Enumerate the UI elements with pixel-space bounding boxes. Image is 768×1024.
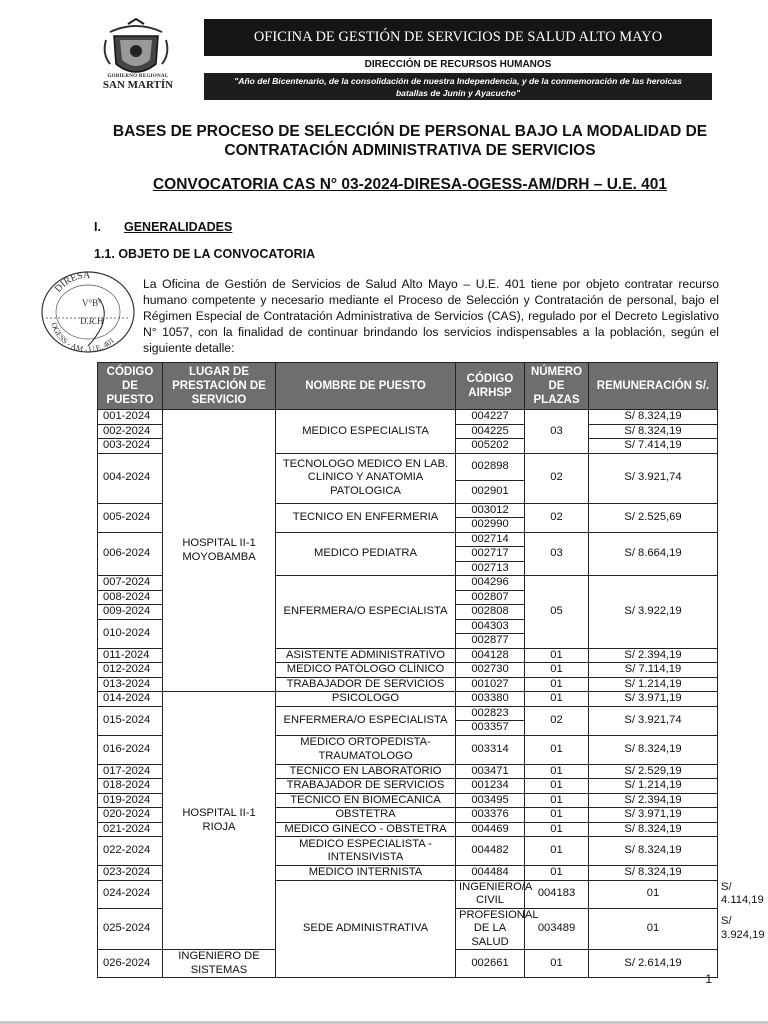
puesto-cell: MEDICO ESPECIALISTA - INTENSIVISTA (276, 837, 456, 866)
section-number: I. (94, 220, 101, 234)
airhsp-cell: 004469 (456, 822, 525, 837)
section-heading (94, 220, 232, 234)
airhsp-cell: 003380 (456, 692, 525, 707)
airhsp-cell: 005202 (456, 439, 525, 454)
airhsp-cell: 004183 (525, 880, 589, 908)
table-row: 024-2024 SEDE ADMINISTRATIVA INGENIERO/A CIVIL 004183 01 S/ 4.114,19 (98, 880, 718, 908)
airhsp-cell: 002823 (456, 706, 525, 721)
lugar-cell: HOSPITAL II-1 RIOJA (163, 692, 276, 950)
puesto-cell: TECNOLOGO MEDICO EN LAB. CLINICO Y ANATOMIA PATOLOGICA (276, 453, 456, 503)
puesto-cell: PROFESIONAL DE LA SALUD (456, 908, 525, 950)
codigo-cell: 022-2024 (98, 837, 163, 866)
plazas-cell: 01 (525, 822, 589, 837)
convocatoria-title: CONVOCATORIA CAS N° 03-2024-DIRESA-OGESS-AM/DRH – U.E. 401 (152, 176, 668, 193)
airhsp-cell: 002717 (456, 547, 525, 562)
codigo-cell: 012-2024 (98, 663, 163, 678)
year-motto-line1: "Año del Bicentenario, de la consolidación de nuestra Independencia, y de la conmemoración de las heroicas (234, 76, 682, 86)
subsection-heading: 1.1. OBJETO DE LA CONVOCATORIA (94, 247, 316, 261)
section-label: GENERALIDADES (124, 220, 233, 234)
codigo-cell: 008-2024 (98, 590, 163, 605)
puesto-cell: MEDICO PATÓLOGO CLÍNICO (276, 663, 456, 678)
logo-org-big: SAN MARTÍN (102, 79, 174, 91)
stamp-vobo: V°B° (82, 298, 102, 308)
airhsp-cell: 002713 (456, 561, 525, 576)
codigo-cell: 020-2024 (98, 808, 163, 823)
remuneracion-cell: S/ 1.214,19 (589, 677, 718, 692)
title-line2: CONTRATACIÓN ADMINISTRATIVA DE SERVICIOS (224, 142, 596, 159)
remuneracion-cell: S/ 2.614,19 (589, 950, 718, 978)
plazas-cell: 02 (525, 503, 589, 532)
remuneracion-cell: S/ 1.214,19 (589, 779, 718, 794)
remuneracion-cell: S/ 8.664,19 (589, 532, 718, 576)
codigo-cell: 024-2024 (98, 880, 163, 908)
page-number: 1 (705, 972, 712, 986)
airhsp-cell: 002901 (456, 480, 525, 503)
table-header-row (98, 363, 718, 410)
airhsp-cell: 001027 (456, 677, 525, 692)
codigo-cell: 003-2024 (98, 439, 163, 454)
codigo-cell: 002-2024 (98, 424, 163, 439)
remuneracion-cell: S/ 8.324,19 (589, 410, 718, 425)
header-remuneracion: REMUNERACIÓN S/. (589, 363, 718, 410)
positions-table (97, 362, 765, 978)
puesto-cell: OBSTETRA (276, 808, 456, 823)
lugar-cell: SEDE ADMINISTRATIVA (276, 880, 456, 978)
remuneracion-cell: S/ 8.324,19 (589, 837, 718, 866)
remuneracion-cell: S/ 8.324,19 (589, 866, 718, 881)
puesto-cell: MEDICO GINECO - OBSTETRA (276, 822, 456, 837)
plazas-cell: 03 (525, 532, 589, 576)
puesto-cell: ENFERMERA/O ESPECIALISTA (276, 706, 456, 735)
remuneracion-cell: S/ 8.324,19 (589, 822, 718, 837)
header-airhsp: CÓDIGO AIRHSP (456, 363, 525, 410)
airhsp-cell: 003012 (456, 503, 525, 518)
plazas-cell: 01 (525, 837, 589, 866)
airhsp-cell: 004128 (456, 648, 525, 663)
airhsp-cell: 002808 (456, 605, 525, 620)
puesto-cell: MEDICO PEDIATRA (276, 532, 456, 576)
puesto-cell: TRABAJADOR DE SERVICIOS (276, 677, 456, 692)
puesto-cell: MEDICO INTERNISTA (276, 866, 456, 881)
header-lugar: LUGAR DE PRESTACIÓN DE SERVICIO (163, 363, 276, 410)
airhsp-cell: 002898 (456, 453, 525, 480)
plazas-cell: 01 (525, 793, 589, 808)
objective-paragraph: La Oficina de Gestión de Servicios de Salud Alto Mayo – U.E. 401 tiene por objeto contratar recurso humano competente y necesario mediante el Proceso de Selección y Contratación de personal, bajo el Régimen Especial de Contratación Administrativa de Servicios (CAS), regulado por el Decreto Legislativo N° 1057, con la finalidad de continuar brindando los servicios indispensables a la población, según el siguiente detalle: (143, 277, 719, 355)
airhsp-cell: 003495 (456, 793, 525, 808)
codigo-cell: 018-2024 (98, 779, 163, 794)
codigo-cell: 021-2024 (98, 822, 163, 837)
codigo-cell: 006-2024 (98, 532, 163, 576)
airhsp-cell: 003471 (456, 764, 525, 779)
airhsp-cell: 003357 (456, 721, 525, 736)
remuneracion-cell: S/ 2.394,19 (589, 793, 718, 808)
year-motto-line2: batallas de Junín y Ayacucho" (395, 88, 521, 98)
codigo-cell: 011-2024 (98, 648, 163, 663)
codigo-cell: 010-2024 (98, 619, 163, 648)
codigo-cell: 016-2024 (98, 735, 163, 764)
codigo-cell: 005-2024 (98, 503, 163, 532)
plazas-cell: 01 (525, 692, 589, 707)
airhsp-cell: 004482 (456, 837, 525, 866)
puesto-cell: TECNICO EN ENFERMERIA (276, 503, 456, 532)
codigo-cell: 025-2024 (98, 908, 163, 950)
airhsp-cell: 004225 (456, 424, 525, 439)
puesto-cell: MEDICO ORTOPEDISTA-TRAUMATOLOGO (276, 735, 456, 764)
airhsp-cell: 002714 (456, 532, 525, 547)
remuneracion-cell: S/ 3.971,19 (589, 808, 718, 823)
remuneracion-cell: S/ 8.324,19 (589, 424, 718, 439)
codigo-cell: 007-2024 (98, 576, 163, 591)
plazas-cell: 01 (589, 880, 718, 908)
title-line1: BASES DE PROCESO DE SELECCIÓN DE PERSONAL BAJO LA MODALIDAD DE (112, 123, 708, 140)
logo-caption (96, 74, 180, 91)
header-codigo: CÓDIGO DE PUESTO (98, 363, 163, 410)
puesto-cell: ASISTENTE ADMINISTRATIVO (276, 648, 456, 663)
plazas-cell: 01 (525, 663, 589, 678)
puesto-cell: TRABAJADOR DE SERVICIOS (276, 779, 456, 794)
official-stamp-icon (38, 268, 138, 356)
plazas-cell: 05 (525, 576, 589, 649)
header-puesto: NOMBRE DE PUESTO (276, 363, 456, 410)
stamp-bottom-text: OGESS - AM - U.E. 401 (49, 321, 117, 355)
plazas-cell: 01 (525, 779, 589, 794)
logo-org-small: GOBIERNO REGIONAL (107, 74, 169, 79)
year-motto-banner (204, 73, 712, 100)
remuneracion-cell: S/ 3.922,19 (589, 576, 718, 649)
airhsp-cell: 003489 (525, 908, 589, 950)
codigo-cell: 015-2024 (98, 706, 163, 735)
table-row: 025-2024 PROFESIONAL DE LA SALUD 003489 01 S/ 3.924,19 (98, 908, 718, 950)
codigo-cell: 017-2024 (98, 764, 163, 779)
codigo-cell: 013-2024 (98, 677, 163, 692)
airhsp-cell: 002807 (456, 590, 525, 605)
header-plazas: NÚMERO DE PLAZAS (525, 363, 589, 410)
office-name: OFICINA DE GESTIÓN DE SERVICIOS DE SALUD ALTO MAYO (253, 29, 663, 45)
airhsp-cell: 004303 (456, 619, 525, 634)
codigo-cell: 019-2024 (98, 793, 163, 808)
airhsp-cell: 002990 (456, 518, 525, 533)
remuneracion-cell: S/ 3.921,74 (589, 706, 718, 735)
puesto-cell: TECNICO EN BIOMECANICA (276, 793, 456, 808)
airhsp-cell: 002730 (456, 663, 525, 678)
airhsp-cell: 004484 (456, 866, 525, 881)
puesto-cell: TECNICO EN LABORATORIO (276, 764, 456, 779)
airhsp-cell: 004227 (456, 410, 525, 425)
remuneracion-cell: S/ 2.525,69 (589, 503, 718, 532)
puesto-cell: MEDICO ESPECIALISTA (276, 410, 456, 454)
remuneracion-cell: S/ 7.414,19 (589, 439, 718, 454)
plazas-cell: 01 (589, 908, 718, 950)
remuneracion-cell: S/ 3.971,19 (589, 692, 718, 707)
lugar-cell: HOSPITAL II-1 MOYOBAMBA (163, 410, 276, 692)
stamp-top-text: DIRESA (52, 269, 91, 295)
airhsp-cell: 003314 (456, 735, 525, 764)
airhsp-cell: 003376 (456, 808, 525, 823)
codigo-cell: 004-2024 (98, 453, 163, 503)
svg-text:DIRESA (53, 270, 91, 295)
plazas-cell: 01 (525, 866, 589, 881)
remuneracion-cell: S/ 2.394,19 (589, 648, 718, 663)
codigo-cell: 023-2024 (98, 866, 163, 881)
stamp-drh: D.R.H (80, 316, 104, 326)
airhsp-cell: 001234 (456, 779, 525, 794)
plazas-cell: 01 (525, 677, 589, 692)
table-row (98, 692, 718, 707)
codigo-cell: 026-2024 (98, 950, 163, 978)
document-title (60, 122, 760, 160)
puesto-cell: INGENIERO/A CIVIL (456, 880, 525, 908)
codigo-cell: 014-2024 (98, 692, 163, 707)
puesto-cell: INGENIERO DE SISTEMAS (163, 950, 276, 978)
department-name: DIRECCIÓN DE RECURSOS HUMANOS (364, 59, 552, 70)
plazas-cell: 01 (525, 808, 589, 823)
plazas-cell: 01 (525, 735, 589, 764)
plazas-cell: 02 (525, 453, 589, 503)
codigo-cell: 001-2024 (98, 410, 163, 425)
airhsp-cell: 004296 (456, 576, 525, 591)
plazas-cell: 01 (525, 764, 589, 779)
remuneracion-cell: S/ 3.921,74 (589, 453, 718, 503)
airhsp-cell: 002661 (456, 950, 525, 978)
puesto-cell: PSICOLOGO (276, 692, 456, 707)
table-row (98, 410, 718, 425)
plazas-cell: 01 (525, 648, 589, 663)
plazas-cell: 01 (525, 950, 589, 978)
remuneracion-cell: S/ 7.114,19 (589, 663, 718, 678)
codigo-cell: 009-2024 (98, 605, 163, 620)
plazas-cell: 02 (525, 706, 589, 735)
plazas-cell: 03 (525, 410, 589, 454)
remuneracion-cell: S/ 8.324,19 (589, 735, 718, 764)
airhsp-cell: 002877 (456, 634, 525, 649)
puesto-cell: ENFERMERA/O ESPECIALISTA (276, 576, 456, 649)
office-banner (204, 19, 712, 56)
svg-text:OGESS - AM - U.E. 401 (49, 321, 116, 354)
remuneracion-cell: S/ 2.529,19 (589, 764, 718, 779)
